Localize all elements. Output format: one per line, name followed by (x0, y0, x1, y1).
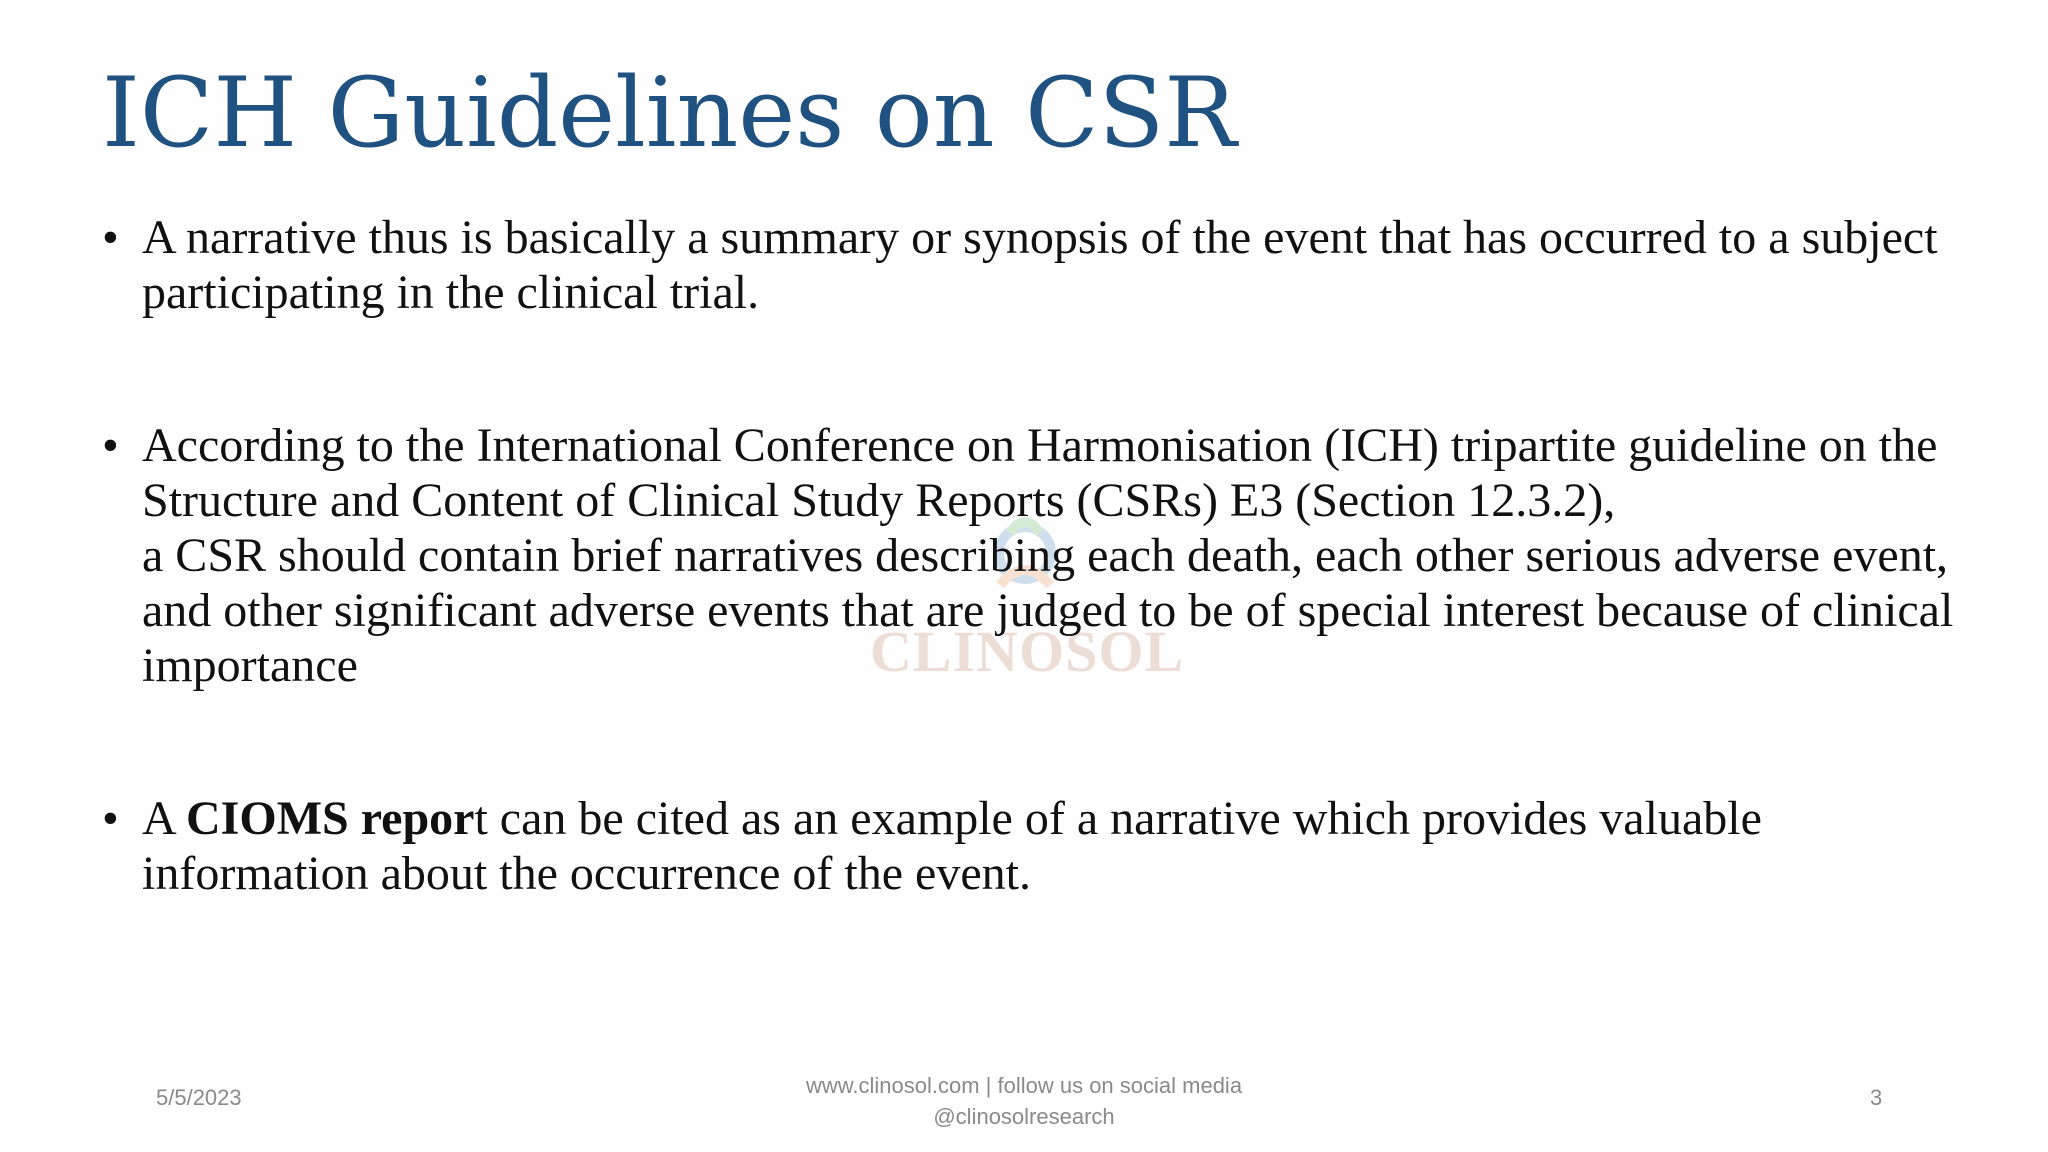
bullet-marker: • (102, 419, 119, 472)
footer-website (724, 1070, 1324, 1132)
bullet-item-cioms (102, 791, 1982, 901)
bullet-text (142, 791, 1982, 901)
cioms-report-bold: CIOMS repor (186, 792, 475, 845)
bullet-text: A narrative thus is basically a summary or synopsis of the event that has occurred to a subject participating in the clinical trial. (142, 211, 1938, 319)
bullet-text-continued: a CSR should contain brief narratives describing each death, each other serious adverse event, and other significant adverse events that are judged to be of special interest because of clinical importance (142, 529, 1954, 692)
bullet-item-ich-guideline (102, 418, 1982, 693)
bullet-marker: • (102, 792, 119, 845)
bullet-text: According to the International Conference on Harmonisation (ICH) tripartite guideline on the Structure and Content of Clinical Study Reports (CSRs) E3 (Section 12.3.2), (142, 419, 1938, 527)
bullet-marker: • (102, 211, 119, 264)
bullet-suffix: t can be cited as an example of a narrative which provides valuable information about the occurrence of the event. (142, 792, 1762, 900)
footer-social-handle: @clinosolresearch (933, 1104, 1115, 1129)
footer-date: 5/5/2023 (156, 1085, 242, 1110)
bullet-item-narrative (102, 210, 1982, 320)
page-number: 3 (1870, 1085, 1883, 1110)
footer-website-line: www.clinosol.com | follow us on social media (805, 1073, 1243, 1098)
watermark-text: CLINOSOL (870, 619, 1185, 684)
slide-title: ICH Guidelines on CSR (102, 57, 1237, 169)
bullet-list (102, 210, 1982, 999)
bullet-prefix: A (142, 792, 187, 845)
